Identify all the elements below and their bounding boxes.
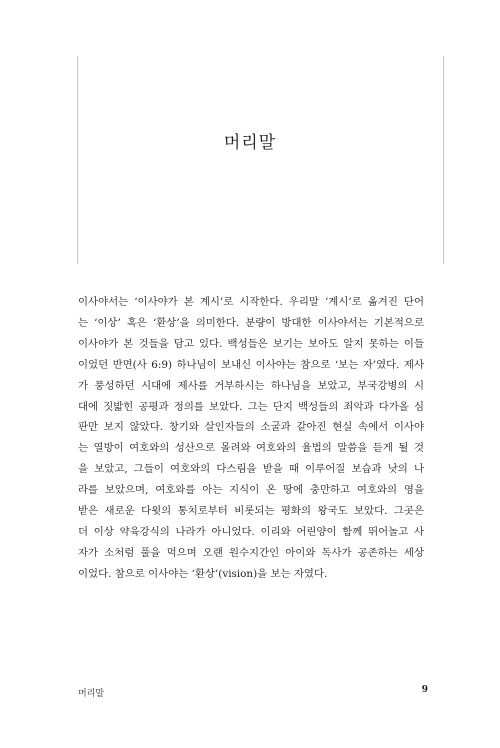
- body-line: 이었던 반면(사 6:9) 하나님이 보내신 이사야는 참으로 ‘보는 자’였다. 제사: [78, 358, 424, 371]
- chapter-title: 머리말: [223, 133, 277, 153]
- body-line: 이사야서는 ‘이사야가 본 계시’로 시작한다. 우리말 ‘계시’로 옮겨진 단어: [78, 296, 424, 308]
- page-number: 9: [421, 685, 428, 695]
- body-line: 는 ‘이상’ 혹은 ‘환상’을 의미한다. 분량이 방대한 이사야서는 기본적으로: [78, 316, 424, 329]
- body-paragraph: [78, 292, 424, 585]
- body-line: 판만 보지 않았다. 창기와 살인자들의 소굴과 같아진 현실 속에서 이사야: [78, 421, 424, 434]
- body-line: 라를 보았으며, 여호와를 아는 지식이 온 땅에 충만하고 여호와의 영을: [78, 484, 424, 497]
- body-line: 는 열방이 여호와의 성산으로 몰려와 여호와의 율법의 말씀을 듣게 될 것: [78, 442, 424, 455]
- body-line: 이사야가 본 것들을 담고 있다. 백성들은 보기는 보아도 알지 못하는 이들: [78, 337, 424, 350]
- body-line: 을 보았고, 그들이 여호와의 다스림을 받을 때 이루어질 보습과 낫의 나: [78, 463, 424, 476]
- title-frame-left-rule: [77, 56, 78, 264]
- body-line: 자가 소처럼 풀을 먹으며 오랜 원수지간인 아이와 독사가 공존하는 세상: [78, 546, 424, 559]
- title-frame-right-rule: [443, 56, 444, 264]
- running-footer-title: 머리말: [78, 689, 105, 699]
- body-line: 더 이상 약육강식의 나라가 아니었다. 이리와 어린양이 함께 뛰어놀고 사: [78, 525, 424, 538]
- body-line: 이었다. 참으로 이사야는 ‘환상’(vision)을 보는 자였다.: [78, 567, 328, 580]
- body-line: 대에 짓밟힌 공평과 정의를 보았다. 그는 단지 백성들의 죄악과 다가올 심: [78, 400, 424, 413]
- body-line: 받은 새로운 다윗의 통치로부터 비롯되는 평화의 왕국도 보았다. 그곳은: [78, 505, 424, 518]
- body-line: 가 풍성하던 시대에 제사를 거부하시는 하나님을 보았고, 부국강병의 시: [78, 379, 424, 392]
